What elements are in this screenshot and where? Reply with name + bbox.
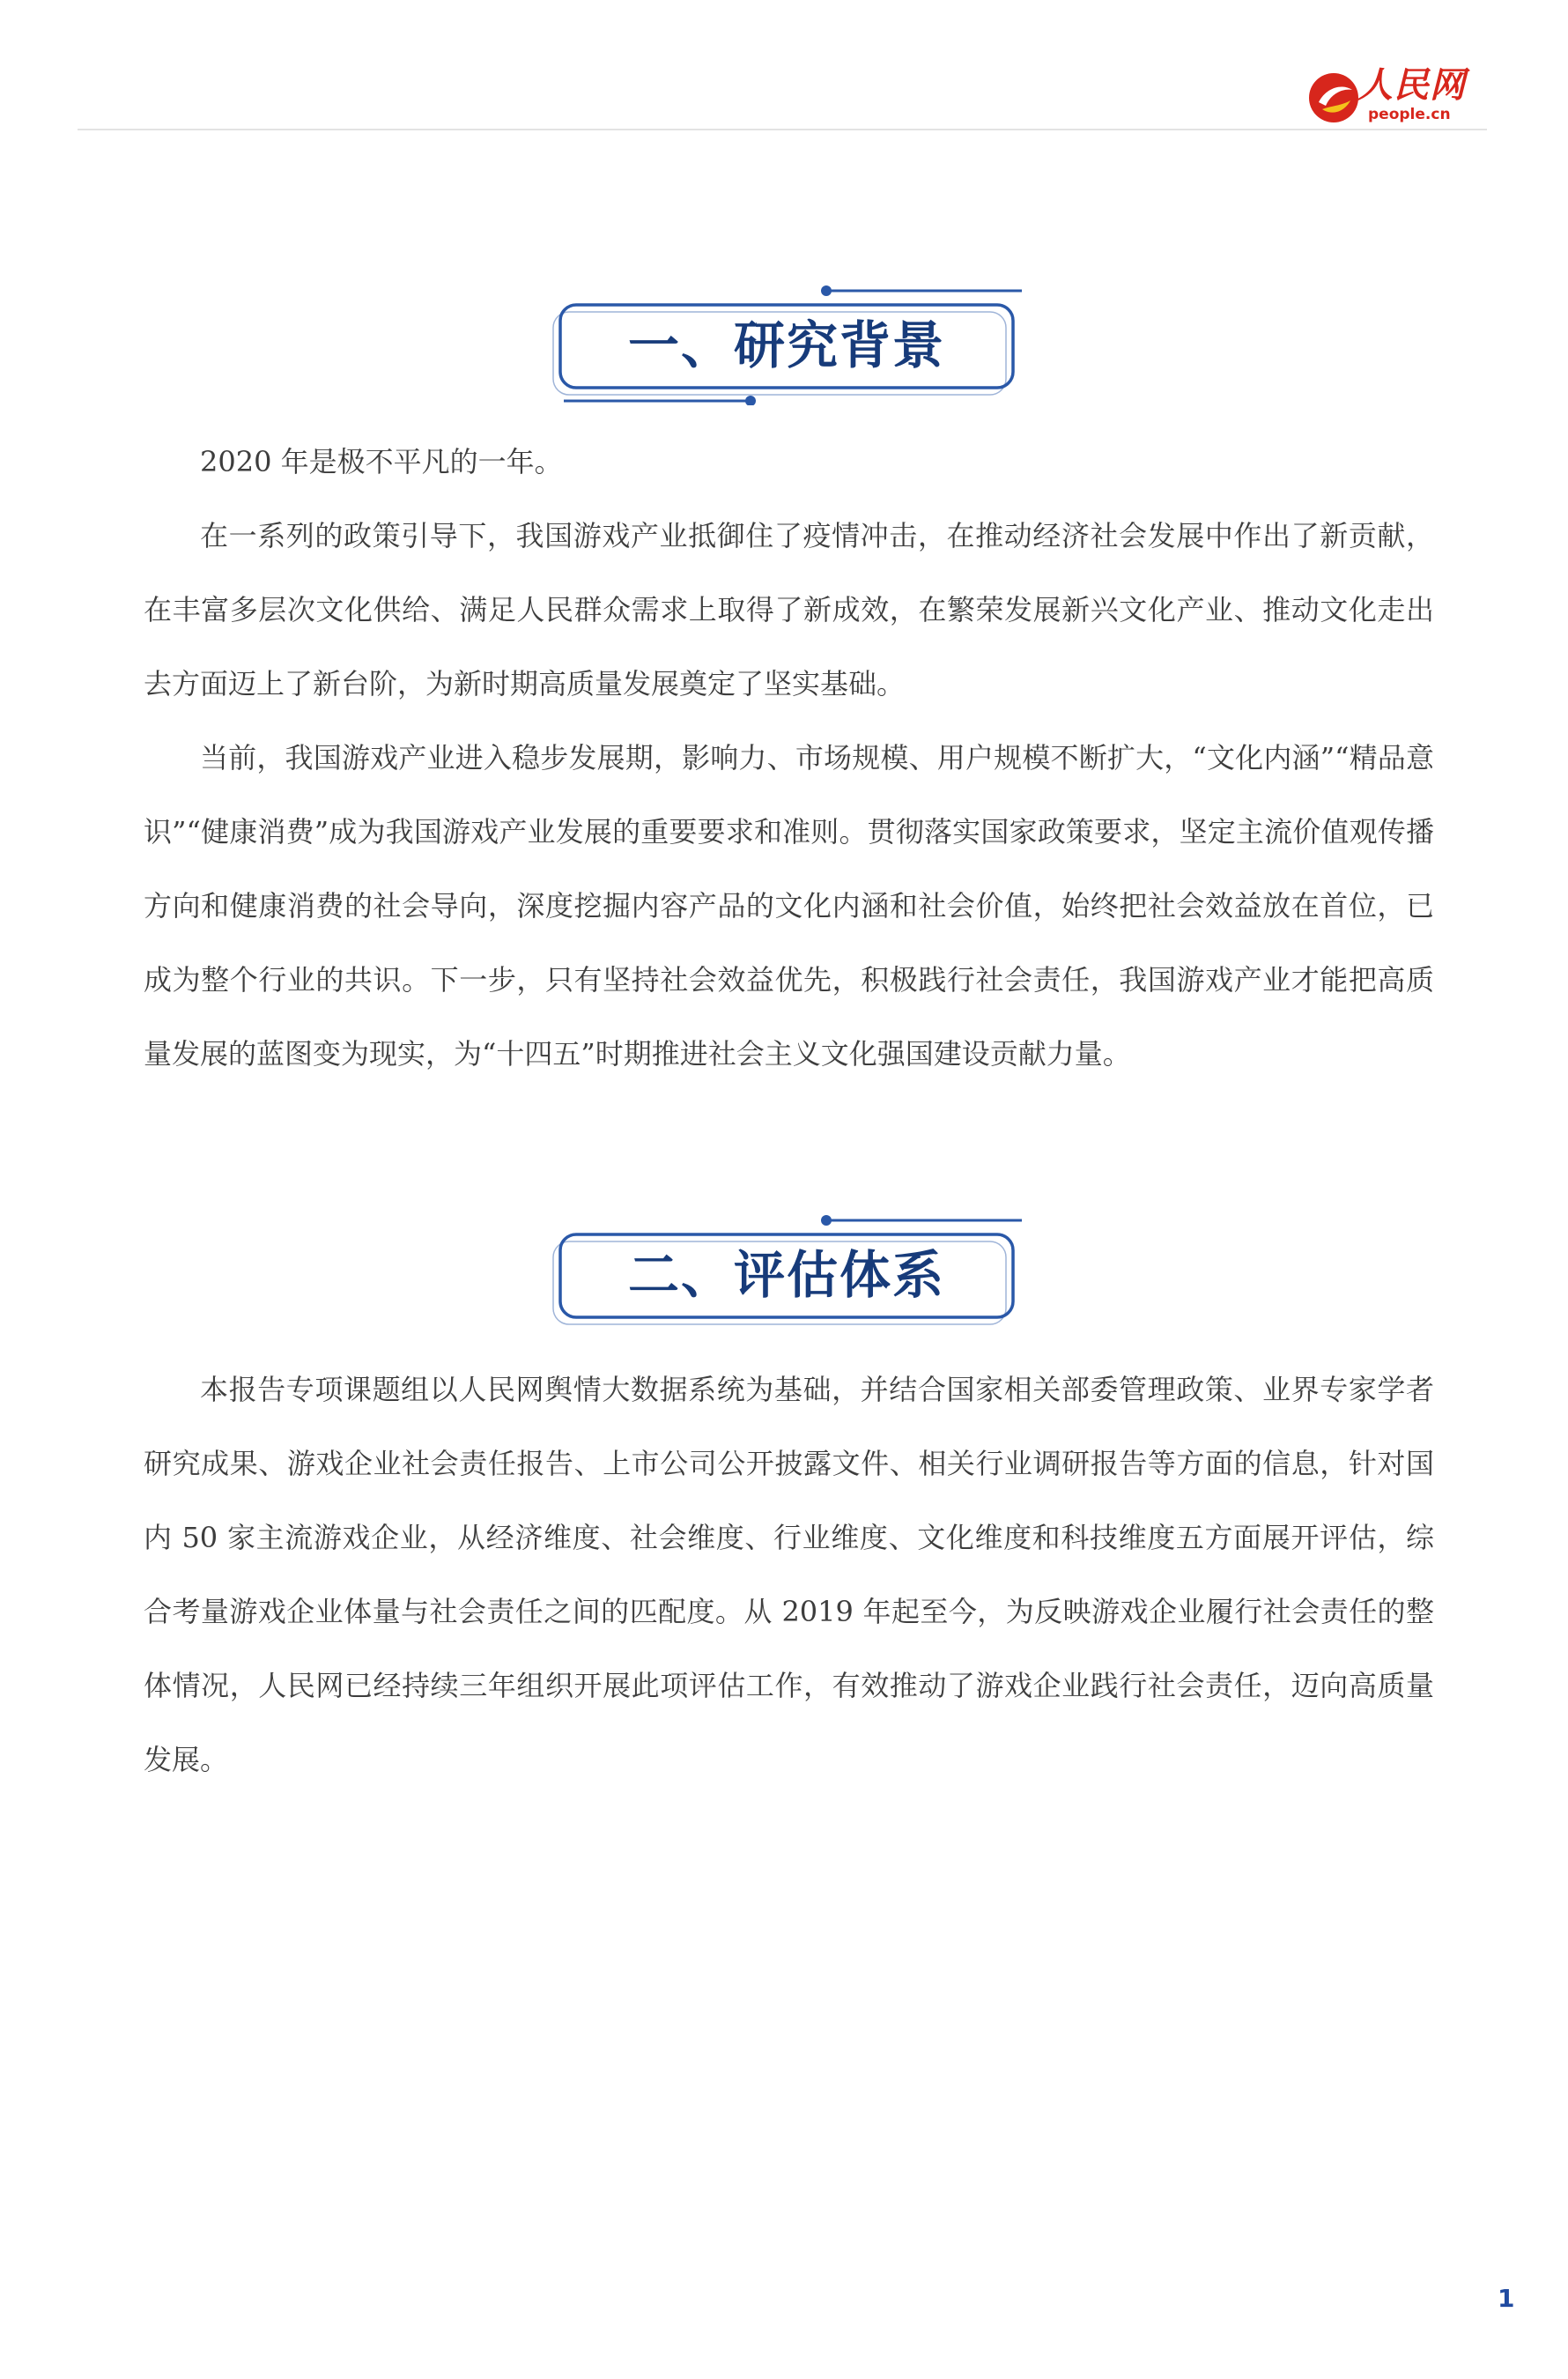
paragraph: 当前，我国游戏产业进入稳步发展期，影响力、市场规模、用户规模不断扩大，“文化内涵”“精品意识”“健康消费”成为我国游戏产业发展的重要要求和准则。贯彻落实国家政策要求，坚定主流价值观传播方向和健康消费的社会导向，深度挖掘内容产品的文化内涵和社会价值，始终把社会效益放在首位，已成为整个行业的共识。下一步，只有坚持社会效益优先，积极践行社会责任，我国游戏产业才能把高质量发展的蓝图变为现实，为“十四五”时期推进社会主义文化强国建设贡献力量。	[144, 741, 1434, 1071]
section-body-research-background	[144, 425, 1434, 1091]
paragraph: 本报告专项课题组以人民网舆情大数据系统为基础，并结合国家相关部委管理政策、业界专家学者研究成果、游戏企业社会责任报告、上市公司公开披露文件、相关行业调研报告等方面的信息，针对国内 50 家主流游戏企业，从经济维度、社会维度、行业维度、文化维度和科技维度五方面展开评估，综合考量游戏企业体量与社会责任之间的匹配度。从 2019 年起至今，为反映游戏企业履行社会责任的整体情况，人民网已经持续三年组织开展此项评估工作，有效推动了游戏企业践行社会责任，迈向高质量发展。	[144, 1373, 1434, 1776]
page-number: 1	[1498, 2284, 1515, 2313]
section-title: 一、研究背景	[627, 315, 945, 375]
paragraph: 在一系列的政策引导下，我国游戏产业抵御住了疫情冲击，在推动经济社会发展中作出了新贡献，在丰富多层次文化供给、满足人民群众需求上取得了新成效，在繁荣发展新兴文化产业、推动文化走出去方面迈上了新台阶，为新时期高质量发展奠定了坚实基础。	[144, 519, 1434, 700]
people-logo-icon	[1306, 70, 1361, 125]
logo-chinese-text: 人民网	[1357, 64, 1466, 106]
section-body-evaluation-system	[144, 1353, 1434, 1797]
logo-english-text: people.cn	[1368, 106, 1451, 123]
paragraph: 2020 年是极不平凡的一年。	[200, 445, 563, 478]
section-heading-evaluation-system	[546, 1212, 1026, 1335]
section-heading-research-background	[546, 282, 1026, 405]
people-cn-logo[interactable]	[1306, 62, 1469, 132]
section-title: 二、评估体系	[627, 1245, 945, 1305]
header-divider	[78, 129, 1487, 130]
